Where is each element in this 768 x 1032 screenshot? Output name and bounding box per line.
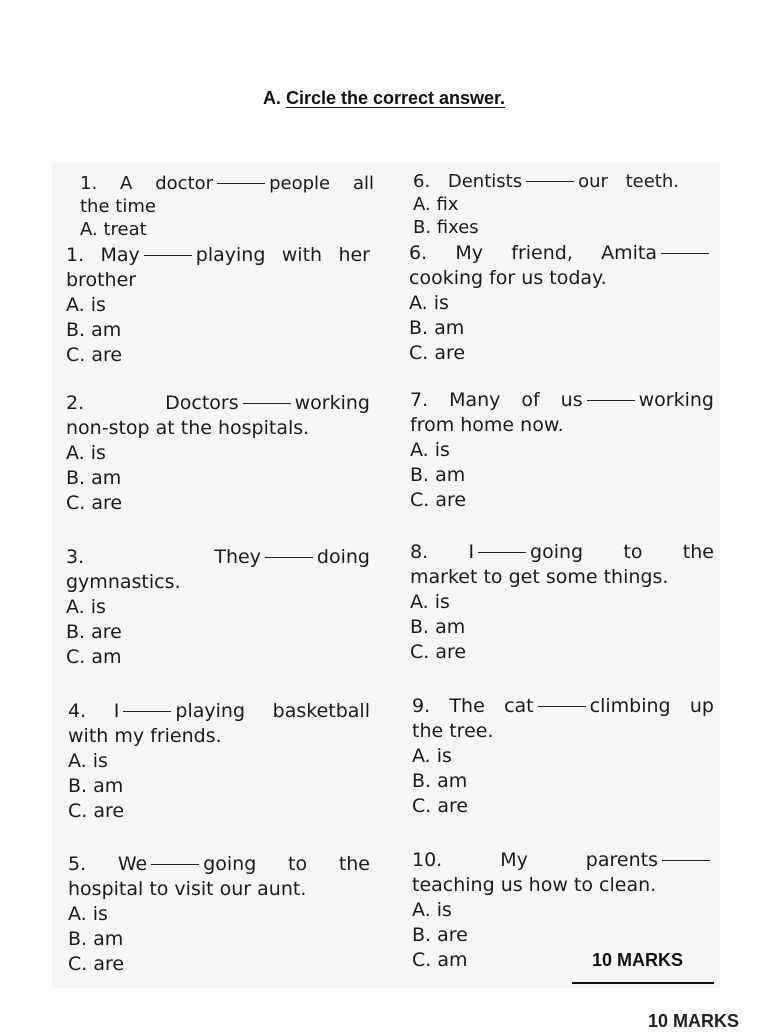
marks-label: 10 MARKS [592, 950, 684, 970]
question-block [412, 694, 714, 819]
option-a: A. is [68, 750, 108, 772]
option-c: C. are [68, 800, 125, 822]
option-a: A. is [66, 442, 106, 464]
option-c: C. are [410, 489, 467, 511]
option-a: A. treat [80, 219, 147, 240]
answer-blank [265, 557, 313, 558]
option-a: A. fix [413, 194, 459, 215]
stem-line2: gymnastics. [66, 571, 181, 593]
instruction-text: Circle the correct answer. [285, 88, 506, 108]
stem-start: 3. They [66, 546, 261, 568]
option-a: A. is [66, 294, 106, 316]
stem-end: our teeth. [578, 171, 679, 192]
stem-line2: hospital to visit our aunt. [68, 878, 307, 900]
marks-underline [572, 982, 714, 984]
stem-end: playing basketball [175, 700, 370, 722]
stem-start: 6. My friend, Amita [409, 242, 657, 264]
stem-end: going to the [203, 853, 370, 875]
option-b: B. are [412, 924, 468, 946]
option-b: B. am [410, 464, 466, 486]
question-block [409, 241, 713, 366]
stem-line2: from home now. [410, 414, 564, 436]
stem-start: 5. We [68, 853, 148, 875]
option-b: B. am [66, 319, 122, 341]
section-prefix: A. [262, 88, 281, 108]
question-block-top-left [80, 172, 374, 241]
option-b: B. am [68, 928, 124, 950]
stem-end: doing [316, 546, 370, 568]
stem-end: playing with her [195, 244, 370, 266]
stem-start: 1. May [66, 244, 140, 266]
question-block [410, 540, 714, 665]
option-b: B. am [410, 616, 466, 638]
stem-line2: the tree. [412, 720, 494, 742]
answer-blank [526, 181, 574, 182]
option-b: B. am [66, 467, 122, 489]
option-a: A. is [68, 903, 108, 925]
option-c: C. are [410, 641, 467, 663]
question-block [66, 545, 370, 670]
stem-end: working [294, 392, 370, 414]
stem-start: 6. Dentists [413, 171, 523, 192]
option-b: B. are [66, 621, 122, 643]
marks-footer: 10 MARKS [648, 1011, 740, 1031]
option-c: C. are [66, 492, 123, 514]
answer-blank [151, 864, 199, 865]
answer-blank [243, 403, 291, 404]
stem-line2: with my friends. [68, 725, 222, 747]
answer-blank [661, 253, 709, 254]
option-b: B. am [412, 770, 468, 792]
option-a: A. is [410, 439, 450, 461]
option-a: A. is [66, 596, 106, 618]
question-block [66, 243, 370, 368]
answer-blank [123, 711, 171, 712]
option-b: B. fixes [413, 217, 479, 238]
stem-end: going to the [530, 541, 714, 563]
answer-blank [144, 255, 192, 256]
stem-line2: the time [80, 196, 156, 217]
question-block-top-right [413, 170, 679, 239]
stem-end: working [638, 389, 714, 411]
answer-blank [538, 706, 586, 707]
question-block [68, 699, 370, 824]
stem-start: 8. I [410, 541, 475, 563]
option-a: A. is [412, 899, 452, 921]
stem-start: 10. My parents [412, 849, 658, 871]
option-c: C. are [412, 795, 469, 817]
stem-start: 1. A doctor [80, 173, 214, 194]
stem-line2: brother [66, 269, 137, 291]
stem-start: 2. Doctors [66, 392, 239, 414]
stem-line2: cooking for us today. [409, 267, 607, 289]
answer-blank [587, 400, 635, 401]
stem-end: people all [269, 173, 374, 194]
stem-line2: market to get some things. [410, 566, 669, 588]
option-a: A. is [412, 745, 452, 767]
stem-end: climbing up [589, 695, 714, 717]
option-c: C. are [409, 342, 466, 364]
option-a: A. is [410, 591, 450, 613]
option-c: C. are [68, 953, 125, 975]
question-block [68, 852, 370, 977]
stem-line2: non-stop at the hospitals. [66, 417, 310, 439]
stem-line2: teaching us how to clean. [412, 874, 657, 896]
section-title [0, 88, 768, 109]
question-block [66, 391, 370, 516]
option-c: C. am [412, 949, 468, 971]
stem-start: 9. The cat [412, 695, 534, 717]
option-a: A. is [409, 292, 449, 314]
option-c: C. am [66, 646, 122, 668]
stem-start: 7. Many of us [410, 389, 583, 411]
answer-blank [662, 860, 710, 861]
option-c: C. are [66, 344, 123, 366]
option-b: B. am [409, 317, 465, 339]
answer-blank [478, 552, 526, 553]
option-b: B. am [68, 775, 124, 797]
question-block [410, 388, 714, 513]
answer-blank [217, 183, 265, 184]
stem-start: 4. I [68, 700, 120, 722]
